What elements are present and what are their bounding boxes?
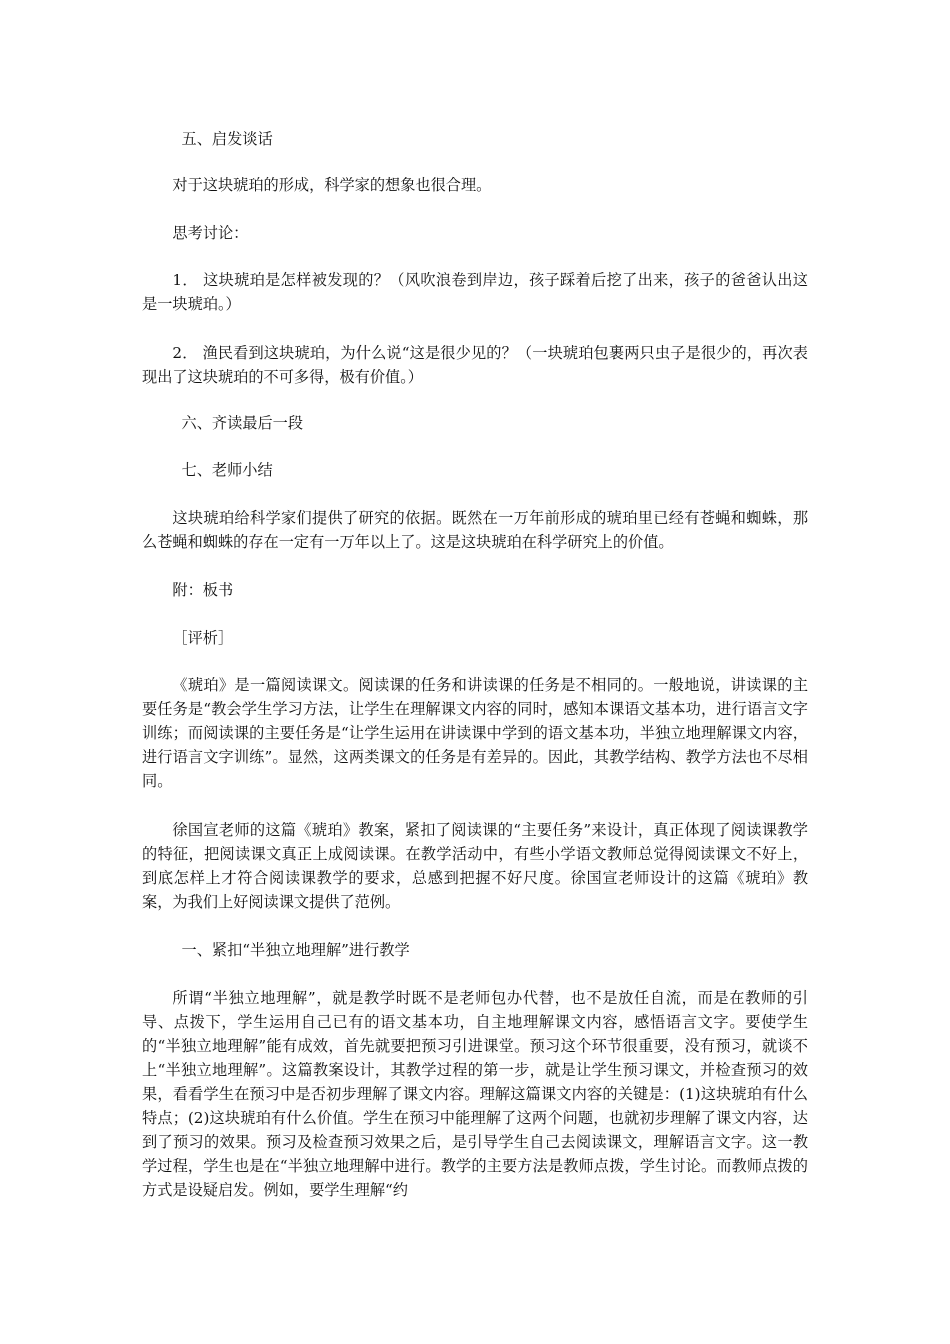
paragraph: 徐国宣老师的这篇《琥珀》教案，紧扣了阅读课的“主要任务”来设计，真正体现了阅读课教学的特征，把阅读课文真正上成阅读课。在教学活动中，有些小学语文教师总觉得阅读课文不好上，到底怎样上才符合阅读课教学的要求，总感到把握不好尺度。徐国宣老师设计的这篇《琥珀》教案，为我们上好阅读课文提供了范例。 [142, 821, 808, 911]
section-heading-6: 六、齐读最后一段 [181, 414, 304, 432]
paragraph: 这块琥珀给科学家们提供了研究的依据。既然在一万年前形成的琥珀里已经有苍蝇和蜘蛛，那么苍蝇和蜘蛛的存在一定有一万年以上了。这是这块琥珀在科学研究上的价值。 [142, 509, 808, 551]
section-heading-7: 七、老师小结 [181, 461, 273, 479]
paragraph: 附：板书 [172, 581, 234, 599]
section-heading-5: 五、启发谈话 [181, 130, 273, 148]
question-item-1: 1． 这块琥珀是怎样被发现的？（风吹浪卷到岸边，孩子踩着后挖了出来，孩子的爸爸认出这是一块琥珀。） [142, 271, 808, 313]
paragraph: 对于这块琥珀的形成，科学家的想象也很合理。 [172, 176, 492, 194]
paragraph: 《琥珀》是一篇阅读课文。阅读课的任务和讲读课的任务是不相同的。一般地说，讲读课的主要任务是“教会学生学习方法，让学生在理解课文内容的同时，感知本课语文基本功，进行语言文字训练；而阅读课的主要任务是“让学生运用在讲读课中学到的语文基本功，半独立地理解课文内容，进行语言文字训练”。显然，这两类课文的任务是有差异的。因此，其教学结构、教学方法也不尽相同。 [142, 676, 808, 790]
section-heading-1: 一、紧扣“半独立地理解”进行教学 [181, 941, 410, 959]
paragraph: 思考讨论： [172, 224, 249, 242]
paragraph: ［评析］ [172, 629, 234, 647]
question-item-2: 2． 渔民看到这块琥珀，为什么说“这是很少见的？（一块琥珀包裹两只虫子是很少的，再次表现出了这块琥珀的不可多得，极有价值。） [142, 344, 808, 386]
paragraph: 所谓“半独立地理解”，就是教学时既不是老师包办代替，也不是放任自流，而是在教师的引导、点拨下，学生运用自己已有的语文基本功，自主地理解课文内容，感悟语言文字。要使学生的“半独立地理解”能有成效，首先就要把预习引进课堂。预习这个环节很重要，没有预习，就谈不上“半独立地理解”。这篇教案设计，其教学过程的第一步，就是让学生预习课文，并检查预习的效果，看看学生在预习中是否初步理解了课文内容。理解这篇课文内容的关键是：(1)这块琥珀有什么特点；(2)这块琥珀有什么价值。学生在预习中能理解了这两个问题，也就初步理解了课文内容，达到了预习的效果。预习及检查预习效果之后，是引导学生自己去阅读课文，理解语言文字。这一教学过程，学生也是在“半独立地理解中进行。教学的主要方法是教师点拨，学生讨论。而教师点拨的方式是设疑启发。例如，要学生理解“约 [142, 989, 808, 1199]
